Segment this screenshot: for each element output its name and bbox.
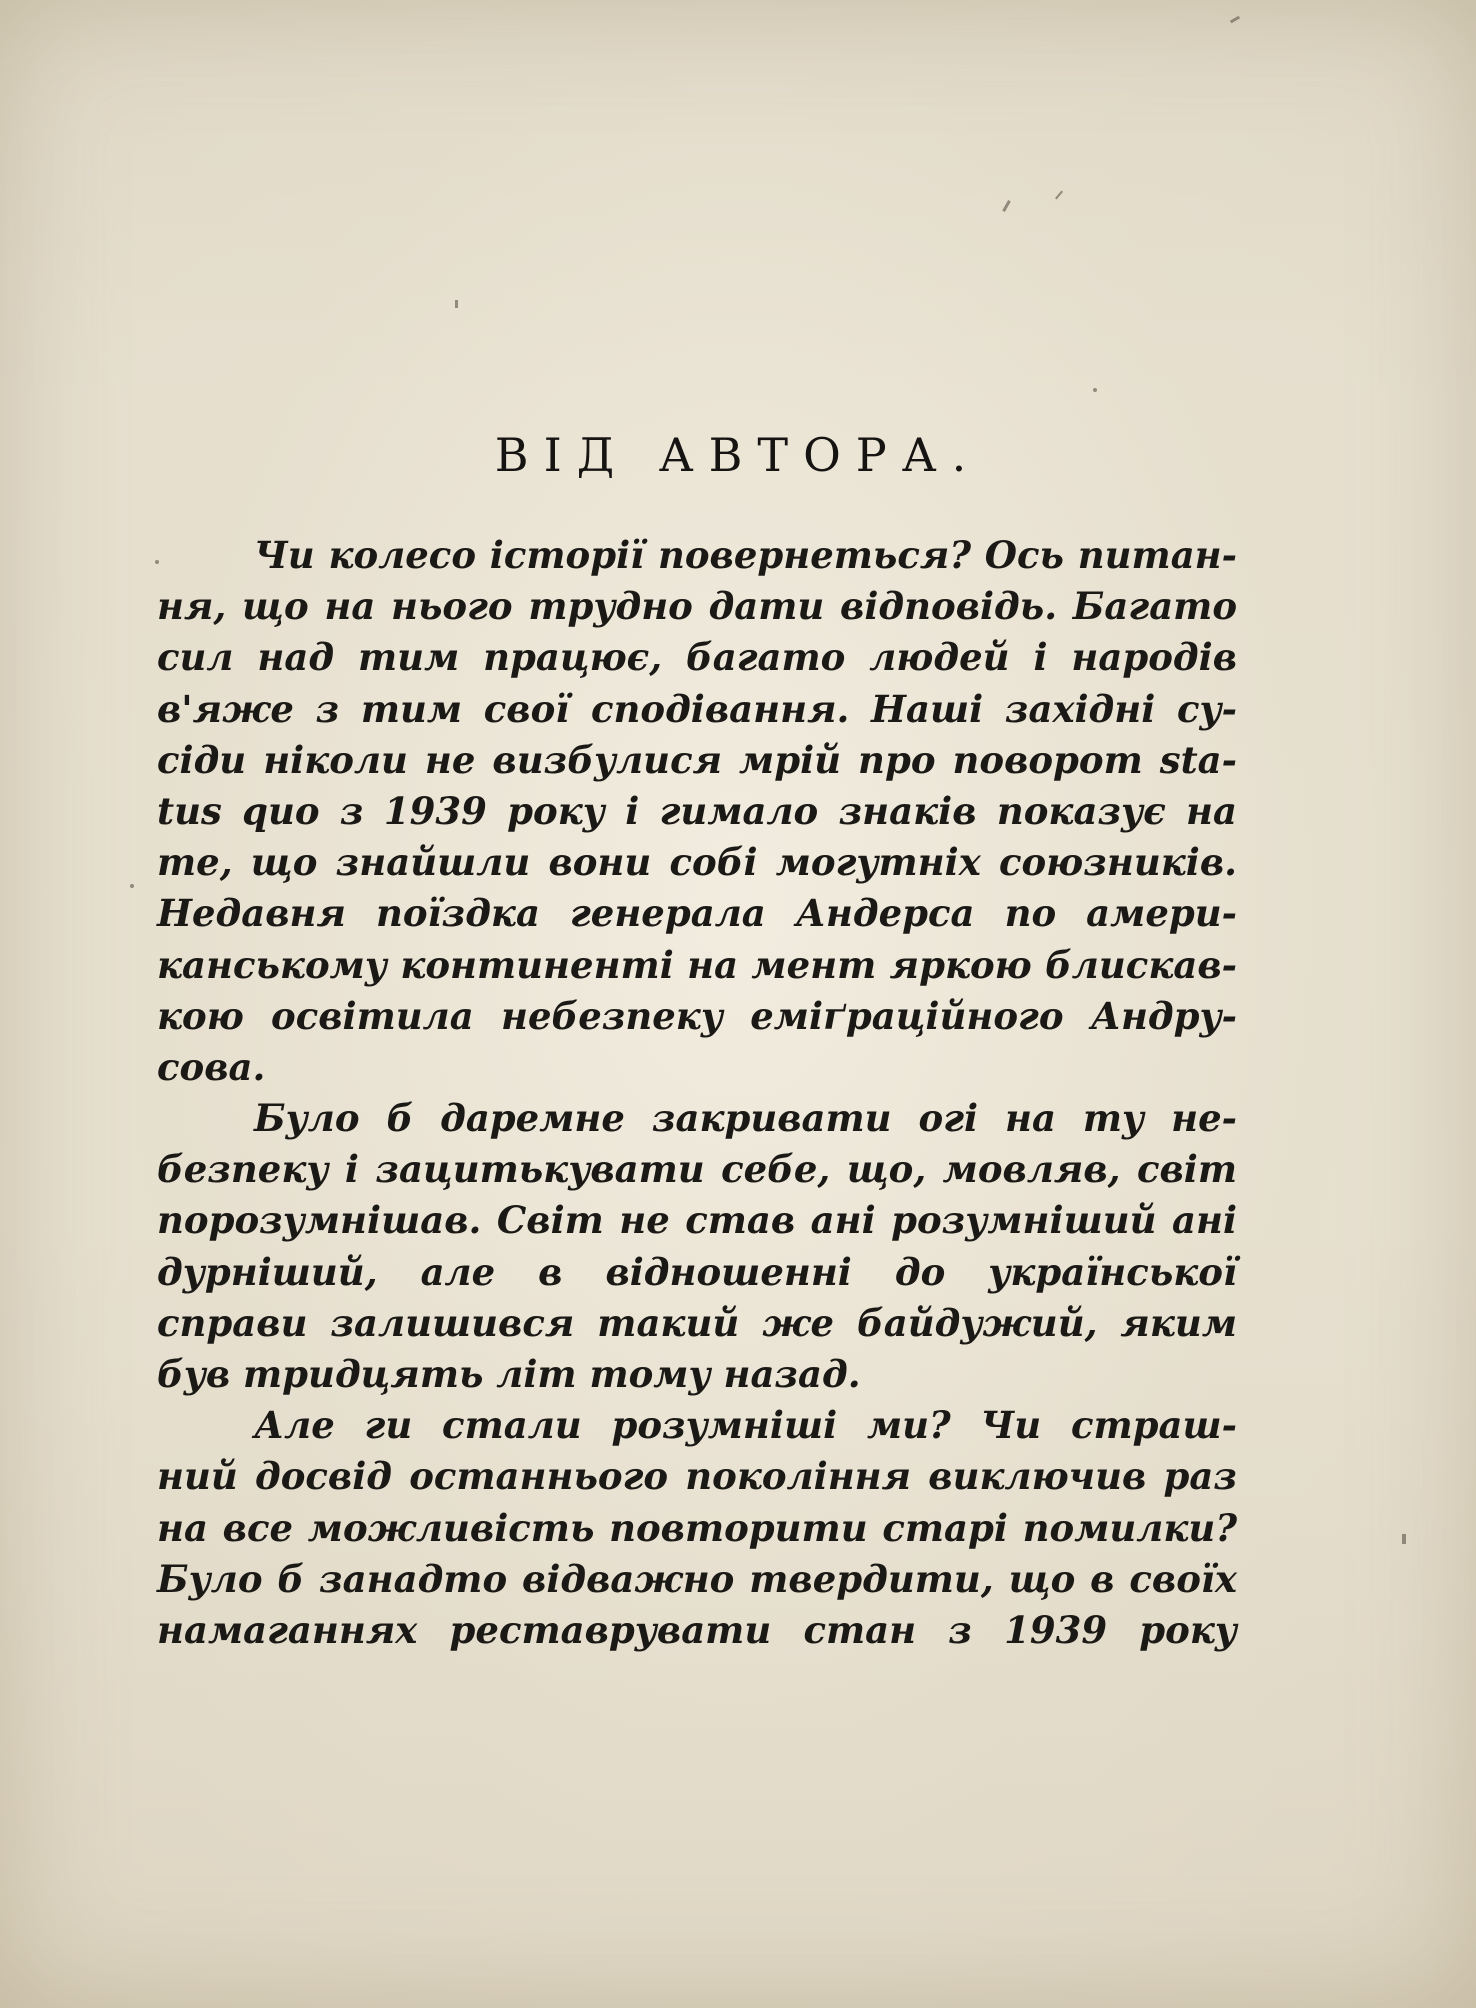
paragraph-1	[157, 530, 1237, 1093]
text-line: намаганнях реставрувати стан з 1939 року	[157, 1607, 1237, 1652]
text-line: порозумнішав. Світ не став ані розумніший ані	[157, 1198, 1237, 1243]
text-line: сіди ніколи не визбулися мрій про поворот sta-	[157, 737, 1237, 782]
text-line: Було б занадто відважно твердити, що в своїх	[157, 1556, 1237, 1601]
paper-speck	[1402, 1534, 1406, 1544]
text-line: Чи колесо історії повернеться? Ось питан-	[254, 533, 1237, 577]
text-line: Недавня поїздка генерала Андерса по амери-	[157, 891, 1237, 936]
paragraph-2	[157, 1093, 1237, 1400]
paper-speck	[455, 300, 458, 308]
text-line: канському континенті на мент яркою блискав-	[157, 942, 1237, 987]
text-line: дурніший, але в відношенні до української	[157, 1249, 1237, 1294]
text-line: на все можливість повторити старі помилки?	[157, 1505, 1237, 1550]
text-line: сова.	[157, 1044, 266, 1089]
paragraph-3	[157, 1400, 1237, 1656]
text-line: Але ги стали розумніші ми? Чи страш-	[254, 1403, 1237, 1448]
paper-speck	[1002, 200, 1011, 212]
text-line: був тридцять літ тому назад.	[157, 1352, 861, 1396]
text-line: сил над тим працює, багато людей і народів	[157, 635, 1237, 680]
body-text	[157, 530, 1237, 1656]
text-line: tus quo з 1939 року і гимало знаків показує на	[157, 788, 1237, 833]
page-title: ВІД АВТОРА.	[494, 428, 982, 482]
text-line: ня, що на нього трудно дати відповідь. Багато	[157, 584, 1237, 629]
paper-speck	[1093, 388, 1097, 392]
text-line: те, що знайшли вони собі могутніх союзників.	[157, 840, 1237, 885]
paper-speck	[1230, 16, 1240, 24]
text-line: справи залишився такий же байдужий, яким	[157, 1300, 1237, 1345]
text-line: в'яже з тим свої сподівання. Нашi західні су-	[157, 686, 1237, 731]
text-line: ний досвід останнього покоління виключив раз	[157, 1454, 1237, 1499]
text-line: Було б даремне закривати огі на ту не-	[254, 1096, 1237, 1141]
text-line: кою освітила небезпеку еміґраційного Андру-	[157, 993, 1237, 1038]
text-line: безпеку і зацитькувати себе, що, мовляв, світ	[157, 1147, 1237, 1192]
paper-speck	[1055, 191, 1063, 200]
paper-speck	[130, 884, 134, 888]
